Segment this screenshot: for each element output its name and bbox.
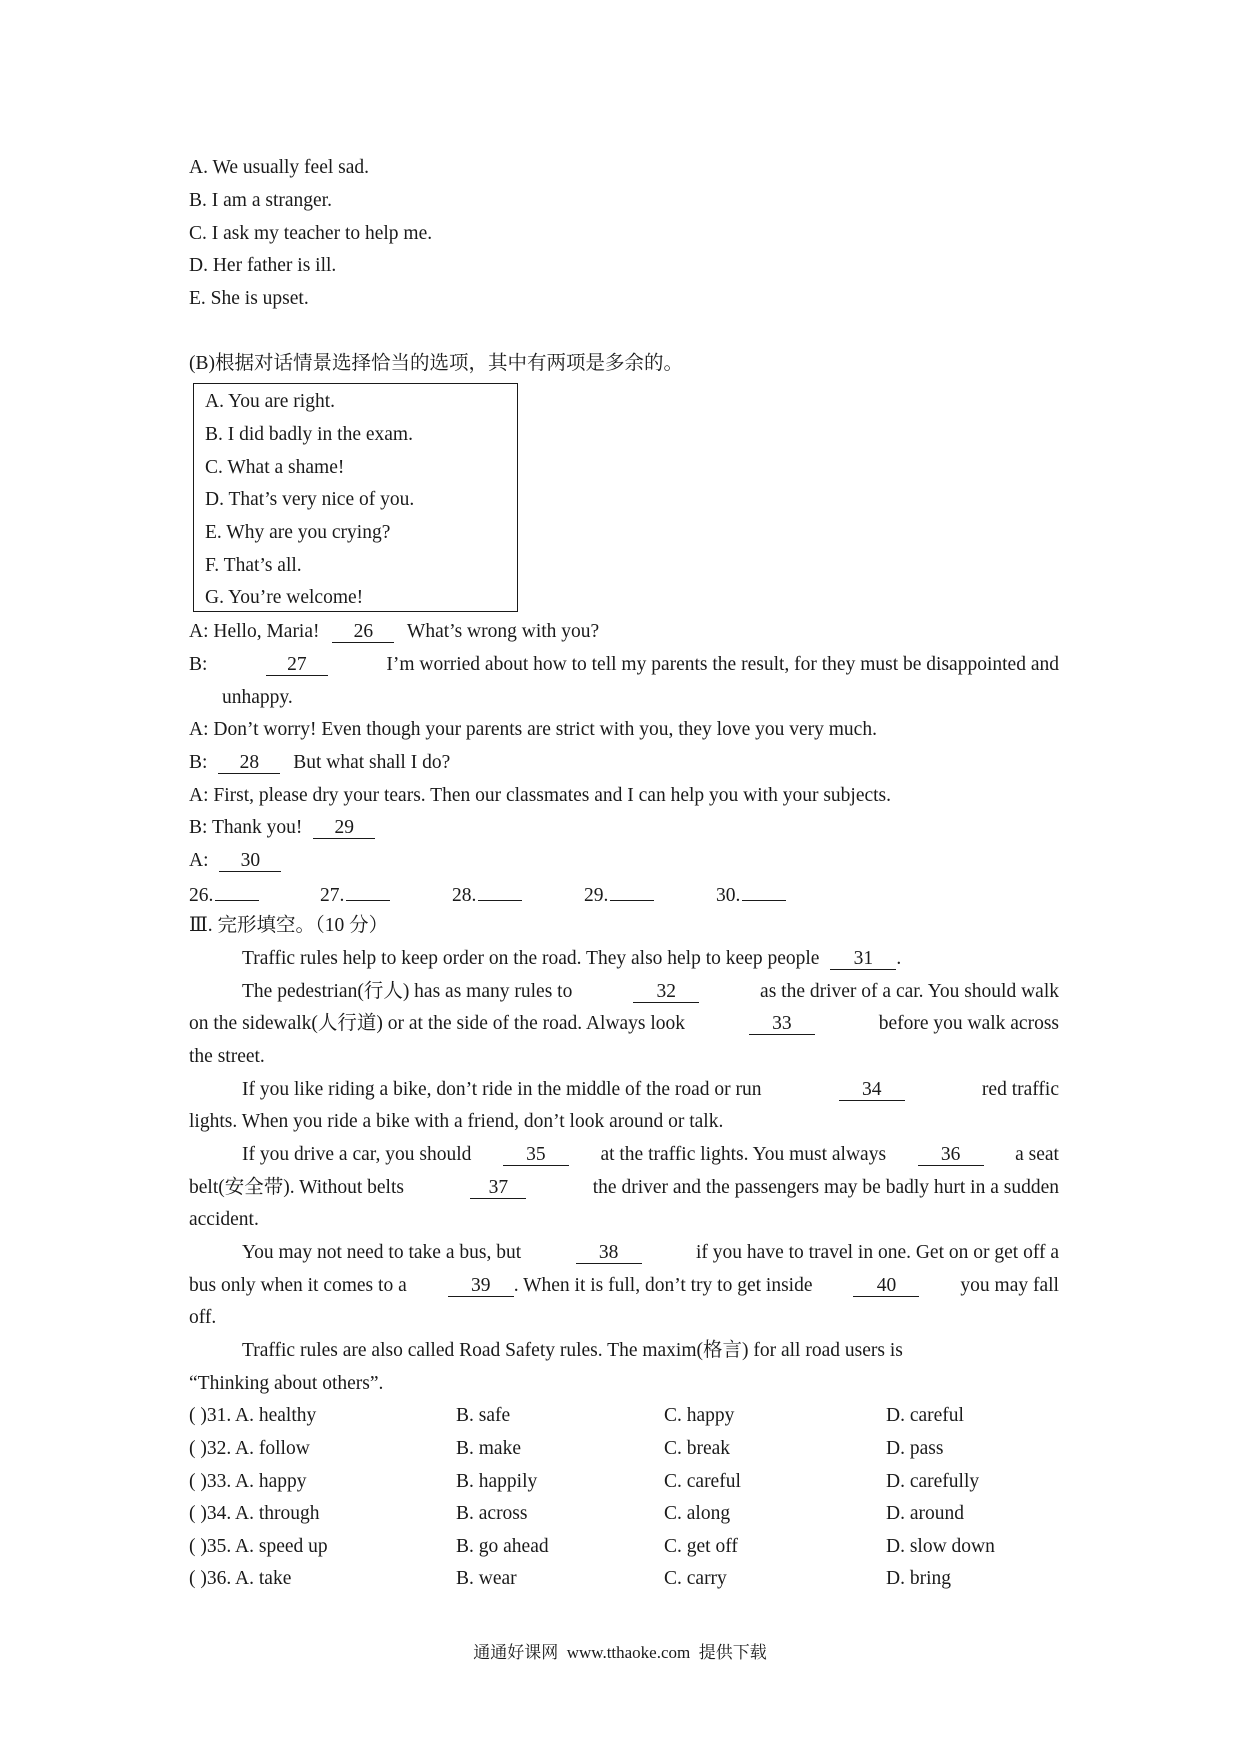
box-option: G. You’re welcome! [205, 587, 364, 608]
choice-d: D. pass [886, 1438, 944, 1459]
passage-line: on the sidewalk(人行道) or at the side of the road. Always look 33 before you walk across [189, 1013, 1059, 1034]
passage-line: off. [189, 1307, 217, 1328]
passage-line: Traffic rules help to keep order on the road. They also help to keep people 31 . [242, 948, 902, 969]
question-stem: ( )34. A. through [189, 1503, 320, 1524]
page-footer: 通通好课网 www.tthaoke.com 提供下载 [473, 1643, 767, 1662]
box-option: E. Why are you crying? [205, 522, 391, 543]
choice-d: D. bring [886, 1568, 951, 1589]
dialogue-text: But what shall I do? [293, 752, 451, 773]
cloze-blank: 38 [576, 1243, 642, 1264]
dialogue-text: B: [189, 654, 208, 675]
passage-line: lights. When you ride a bike with a friend, don’t look around or talk. [189, 1111, 724, 1132]
question-stem: ( )36. A. take [189, 1568, 292, 1589]
choice-d: D. around [886, 1503, 964, 1524]
choice-d: D. slow down [886, 1536, 995, 1557]
cloze-blank: 40 [853, 1276, 919, 1297]
choice-d: D. carefully [886, 1471, 980, 1492]
question-stem: ( )33. A. happy [189, 1471, 307, 1492]
dialogue-line: A: First, please dry your tears. Then our classmates and I can help you with your subjects. [189, 785, 892, 806]
answer-blank: 30 [219, 851, 281, 872]
question-stem: ( )32. A. follow [189, 1438, 310, 1459]
choice-b: B. wear [456, 1568, 517, 1589]
cloze-blank: 32 [633, 982, 699, 1003]
passage-line: belt(安全带). Without belts 37 the driver and the passengers may be badly hurt in a sudden [189, 1177, 1059, 1198]
box-option: C. What a shame! [205, 457, 345, 478]
section-b-heading: (B)根据对话情景选择恰当的选项，其中有两项是多余的。 [189, 353, 683, 374]
choice-b: B. make [456, 1438, 521, 1459]
choice-c: C. carry [664, 1568, 727, 1589]
dialogue-line [189, 622, 599, 643]
passage-line: bus only when it comes to a 39 . When it is full, don’t try to get inside 40 you may fall [189, 1275, 1059, 1296]
cloze-blank: 34 [839, 1080, 905, 1101]
choice-c: C. get off [664, 1536, 738, 1557]
choice-c: C. careful [664, 1471, 741, 1492]
answer-slot: 29. [584, 884, 654, 906]
cloze-blank: 33 [749, 1014, 815, 1035]
dialogue-line [189, 655, 1059, 676]
answer-slot: 26. [189, 884, 259, 906]
choice-b: B. go ahead [456, 1536, 549, 1557]
answer-slot: 30. [716, 884, 786, 906]
passage-line: the street. [189, 1046, 265, 1067]
dialogue-line [189, 851, 281, 872]
option-line: A. We usually feel sad. [189, 157, 370, 178]
choice-c: C. happy [664, 1405, 735, 1426]
answer-blank: 26 [332, 622, 394, 643]
answer-blank: 29 [313, 818, 375, 839]
answer-slot: 27. [320, 884, 390, 906]
dialogue-text: B: Thank you! [189, 817, 303, 838]
section-3-heading: Ⅲ. 完形填空。（10 分） [189, 915, 389, 936]
cloze-blank: 39 [448, 1276, 514, 1297]
choice-c: C. along [664, 1503, 731, 1524]
option-line: B. I am a stranger. [189, 190, 332, 211]
cloze-blank: 31 [830, 949, 896, 970]
box-option: B. I did badly in the exam. [205, 424, 413, 445]
dialogue-text: What’s wrong with you? [406, 621, 600, 642]
box-option: D. That’s very nice of you. [205, 489, 415, 510]
choice-c: C. break [664, 1438, 731, 1459]
option-line: C. I ask my teacher to help me. [189, 223, 433, 244]
choice-b: B. safe [456, 1405, 511, 1426]
dialogue-line: A: Don’t worry! Even though your parents are strict with you, they love you very much. [189, 719, 877, 740]
passage-line: The pedestrian(行人) has as many rules to 32 as the driver of a car. You should walk [242, 981, 1059, 1002]
option-line: D. Her father is ill. [189, 255, 337, 276]
passage-line: accident. [189, 1209, 259, 1230]
option-line: E. She is upset. [189, 288, 309, 309]
answer-slot: 28. [452, 884, 522, 906]
passage-line: If you like riding a bike, don’t ride in the middle of the road or run 34 red traffic [242, 1079, 1059, 1100]
cloze-blank: 35 [503, 1145, 569, 1166]
dialogue-line: unhappy. [222, 687, 293, 708]
box-option: F. That’s all. [205, 555, 302, 576]
answer-blank: 27 [266, 655, 328, 676]
box-option: A. You are right. [205, 391, 335, 412]
dialogue-line [189, 753, 450, 774]
cloze-blank: 36 [918, 1145, 984, 1166]
answer-blank: 28 [218, 753, 280, 774]
passage-line: Traffic rules are also called Road Safety rules. The maxim(格言) for all road users is [242, 1340, 903, 1361]
dialogue-text: I’m worried about how to tell my parents the result, for they must be disappointed and [386, 654, 1059, 675]
question-stem: ( )31. A. healthy [189, 1405, 317, 1426]
choice-b: B. happily [456, 1471, 538, 1492]
passage-line: If you drive a car, you should 35 at the traffic lights. You must always 36 a seat [242, 1144, 1059, 1165]
question-stem: ( )35. A. speed up [189, 1536, 328, 1557]
choice-b: B. across [456, 1503, 528, 1524]
cloze-blank: 37 [470, 1178, 526, 1199]
word-box [193, 383, 518, 612]
passage-line: “Thinking about others”. [189, 1373, 384, 1394]
dialogue-text: A: [189, 850, 209, 871]
dialogue-line [189, 818, 375, 839]
passage-line: You may not need to take a bus, but 38 if you have to travel in one. Get on or get off a [242, 1242, 1059, 1263]
dialogue-text: B: [189, 752, 208, 773]
choice-d: D. careful [886, 1405, 964, 1426]
dialogue-text: A: Hello, Maria! [189, 621, 320, 642]
